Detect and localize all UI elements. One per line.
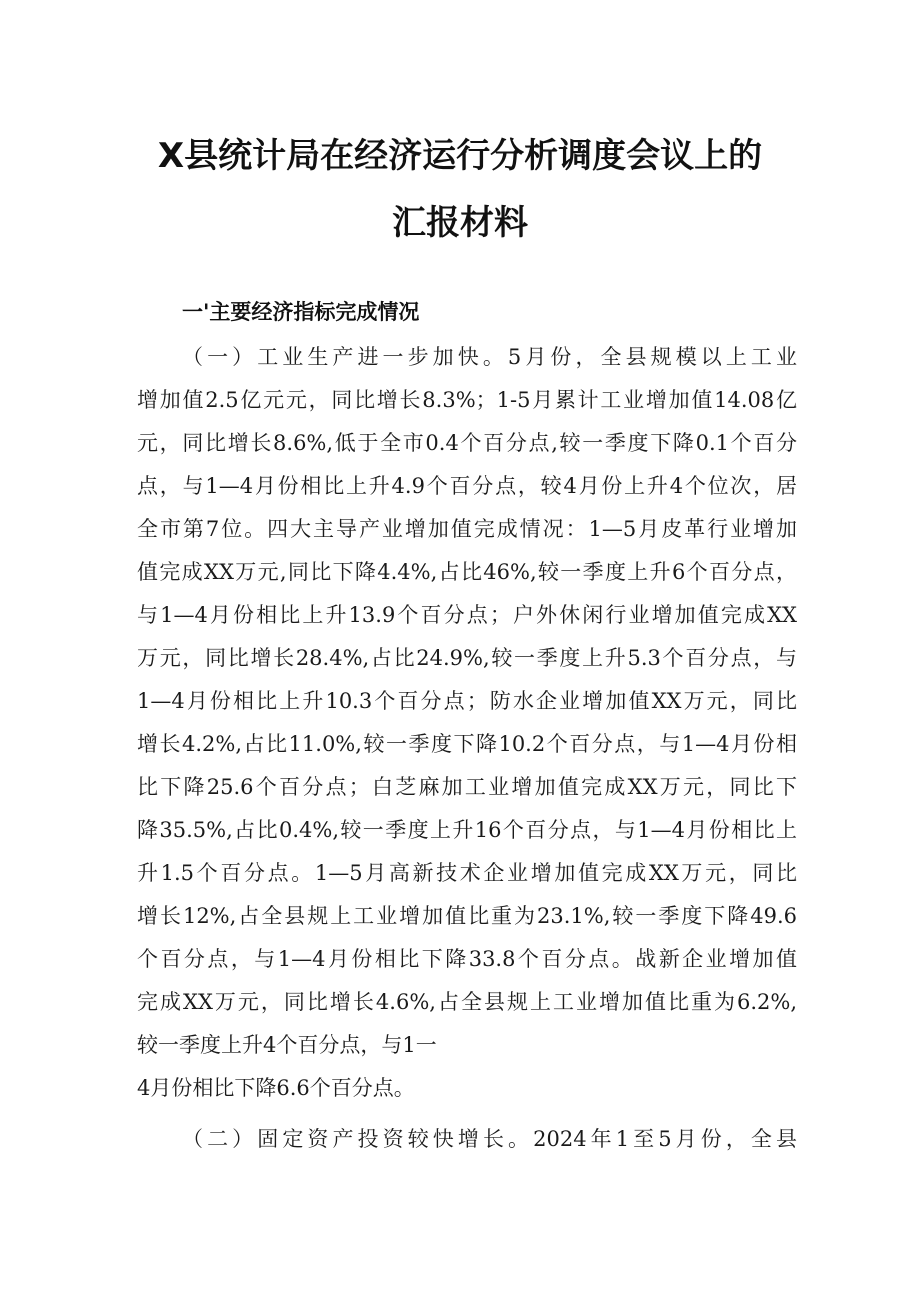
- paragraph-line: 比下降25.6个百分点；白芝麻加工业增加值完成XX万元，同比下: [137, 775, 797, 799]
- paragraph-line: 升1.5个百分点。1—5月高新技术企业增加值完成XX万元，同比: [137, 861, 797, 885]
- paragraph-line: 降35.5%,占比0.4%,较一季度上升16个百分点，与1—4月份相比上: [137, 818, 797, 842]
- paragraph-line: 与1—4月份相比上升13.9个百分点；户外休闲行业增加值完成XX: [137, 603, 797, 627]
- document-title-line-2: 汇报材料: [392, 203, 528, 243]
- paragraph-line: 增加值2.5亿元元，同比增长8.3%；1-5月累计工业增加值14.08亿: [137, 388, 797, 412]
- paragraph-line: 增长12%,占全县规上工业增加值比重为23.1%,较一季度下降49.6: [137, 904, 797, 928]
- paragraph-line: 元，同比增长8.6%,低于全市0.4个百分点,较一季度下降0.1个百分: [137, 431, 797, 455]
- section-heading: 一'主要经济指标完成情况: [182, 300, 420, 324]
- paragraph-line: 增长4.2%,占比11.0%,较一季度下降10.2个百分点，与1—4月份相: [137, 732, 797, 756]
- paragraph-line: 1—4月份相比上升10.3个百分点；防水企业增加值XX万元，同比: [137, 689, 797, 713]
- paragraph-line: 值完成XX万元,同比下降4.4%,占比46%,较一季度上升6个百分点，: [137, 560, 797, 584]
- paragraph-line: 较一季度上升4个百分点，与1一: [137, 1033, 437, 1057]
- paragraph-line: 4月份相比下降6.6个百分点。: [137, 1076, 415, 1100]
- paragraph-line: 万元，同比增长28.4%,占比24.9%,较一季度上升5.3个百分点，与: [137, 646, 797, 670]
- paragraph-line: 个百分点，与1—4月份相比下降33.8个百分点。战新企业增加值: [137, 947, 797, 971]
- paragraph-line: 完成XX万元，同比增长4.6%,占全县规上工业增加值比重为6.2%,: [137, 990, 797, 1014]
- paragraph-line: 全市第7位。四大主导产业增加值完成情况：1—5月皮革行业增加: [137, 517, 797, 541]
- document-title-line-1: X县统计局在经济运行分析调度会议上的: [157, 136, 763, 176]
- paragraph-line: （一）工业生产进一步加快。5月份，全县规模以上工业: [182, 345, 797, 369]
- paragraph-line: 点，与1—4月份相比上升4.9个百分点，较4月份上升4个位次，居: [137, 474, 797, 498]
- paragraph-line: （二）固定资产投资较快增长。2024年1至5月份，全县: [182, 1127, 797, 1151]
